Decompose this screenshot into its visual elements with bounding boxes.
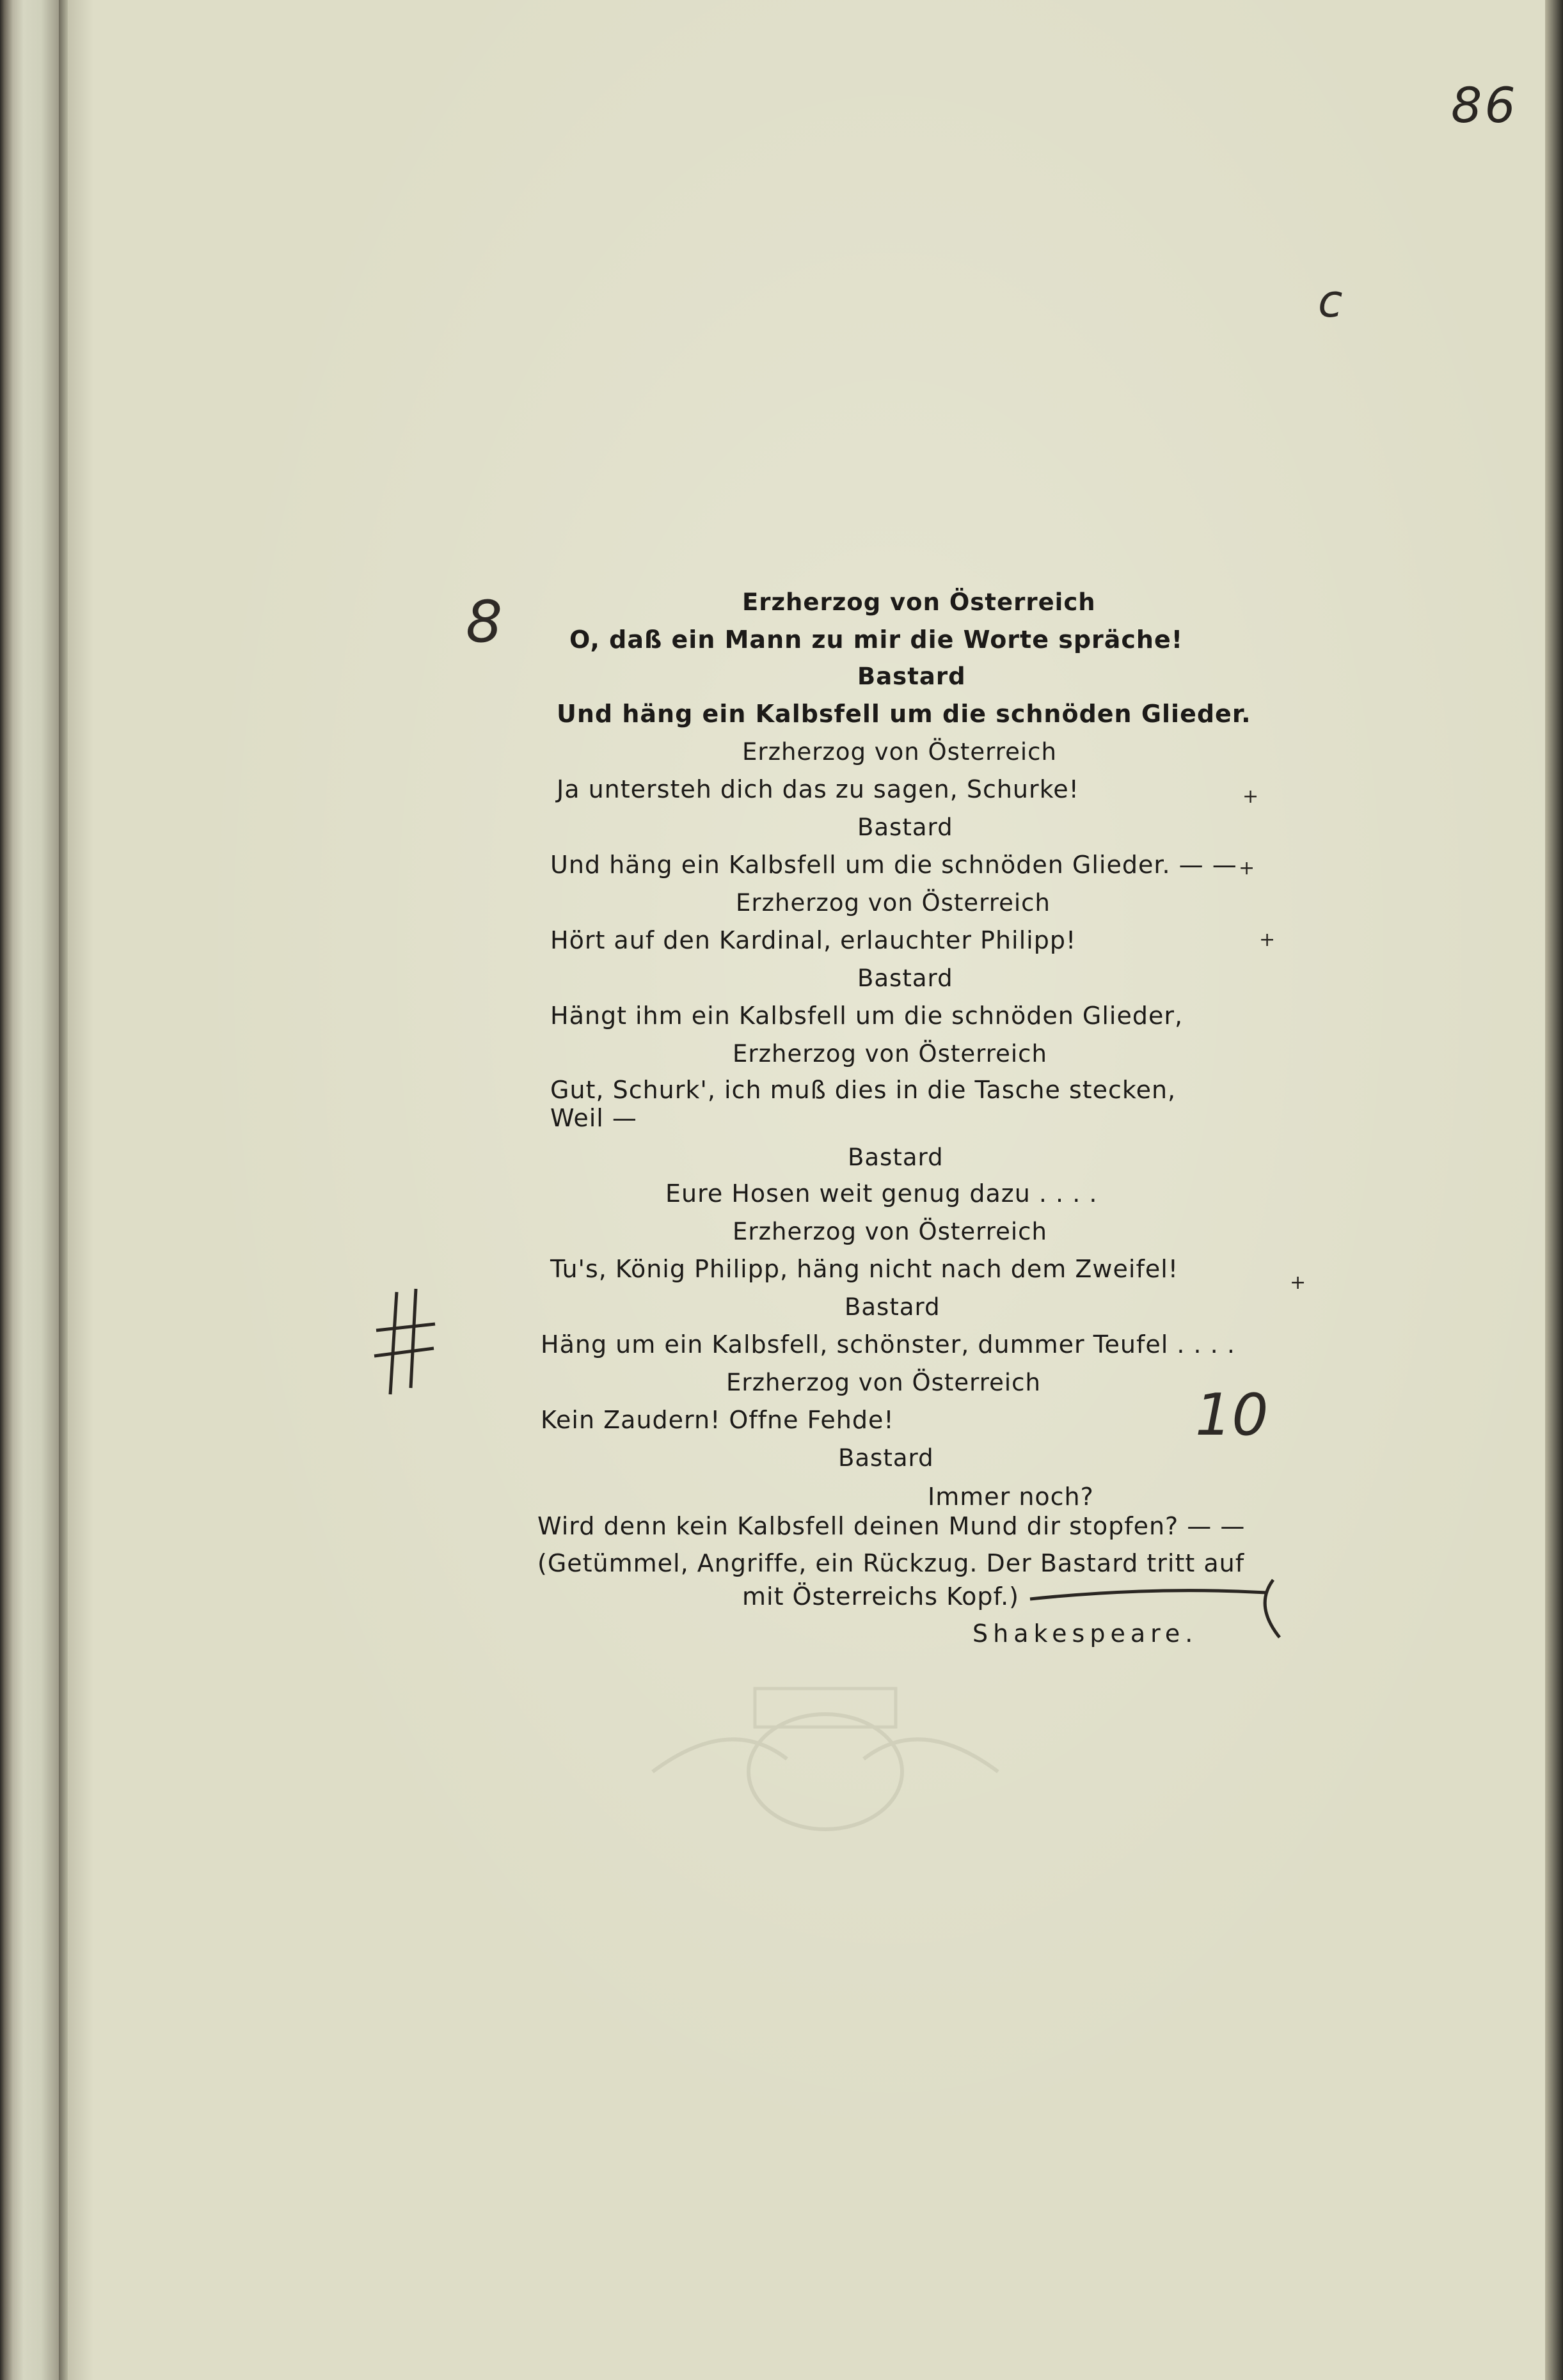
speaker-bastard: Bastard (857, 965, 953, 992)
speech-line: Und häng ein Kalbsfell um die schnöden Glieder. (557, 700, 1251, 728)
speech-line: Kein Zaudern! Offne Fehde! (541, 1406, 894, 1434)
faded-emblem (627, 1676, 1024, 1855)
speaker-bastard: Bastard (848, 1144, 944, 1171)
speech-line: Hängt ihm ein Kalbsfell um die schnöden Glieder, (550, 1002, 1184, 1030)
speech-line: O, daß ein Mann zu mir die Worte spräche! (569, 626, 1184, 654)
speaker-erzherzog: Erzherzog von Österreich (742, 738, 1057, 766)
speaker-erzherzog: Erzherzog von Österreich (742, 588, 1096, 616)
speech-line: Und häng ein Kalbsfell um die schnöden Glieder. — — (550, 851, 1237, 879)
page-edge (1545, 0, 1563, 2380)
speaker-erzherzog: Erzherzog von Österreich (736, 889, 1051, 917)
stage-direction: mit Österreichs Kopf.) (742, 1582, 1019, 1611)
spine-fold (59, 0, 68, 2380)
margin-tick: + (1290, 1272, 1306, 1294)
speech-line: Weil — (550, 1104, 637, 1132)
margin-tick: + (1259, 929, 1276, 951)
margin-tick: + (1242, 785, 1259, 808)
speech-line: Immer noch? (928, 1483, 1094, 1511)
speaker-erzherzog: Erzherzog von Österreich (733, 1040, 1047, 1068)
book-spine (0, 0, 59, 2380)
speech-line: Häng um ein Kalbsfell, schönster, dummer Teufel . . . . (541, 1330, 1235, 1359)
margin-mark-eight: 8 (466, 588, 503, 656)
speaker-bastard: Bastard (857, 663, 966, 690)
speaker-bastard: Bastard (857, 814, 953, 841)
stage-direction: (Getümmel, Angriffe, ein Rückzug. Der Bastard tritt auf (537, 1549, 1245, 1577)
speech-line: Tu's, König Philipp, häng nicht nach dem Zweifel! (550, 1255, 1178, 1283)
speaker-bastard: Bastard (845, 1293, 940, 1321)
speech-line: Hört auf den Kardinal, erlauchter Philipp! (550, 926, 1077, 954)
page-number: 86 (1451, 77, 1518, 134)
handwritten-hash-mark (371, 1286, 441, 1401)
speaker-bastard: Bastard (838, 1444, 934, 1472)
speech-line: Eure Hosen weit genug dazu . . . . (665, 1179, 1098, 1208)
speaker-erzherzog: Erzherzog von Österreich (733, 1218, 1047, 1245)
author-attribution: Shakespeare. (972, 1620, 1198, 1648)
speaker-erzherzog: Erzherzog von Österreich (726, 1369, 1041, 1396)
speech-line: Ja untersteh dich das zu sagen, Schurke! (557, 775, 1079, 803)
speech-line: Gut, Schurk', ich muß dies in die Tasche stecken, (550, 1076, 1177, 1104)
handwritten-bracket-stroke (1024, 1573, 1292, 1650)
margin-mark-ten: 10 (1195, 1382, 1269, 1449)
margin-tick: + (1239, 857, 1255, 879)
speech-line: Wird denn kein Kalbsfell deinen Mund dir stopfen? — — (537, 1512, 1246, 1540)
margin-mark-c: c (1318, 275, 1343, 327)
